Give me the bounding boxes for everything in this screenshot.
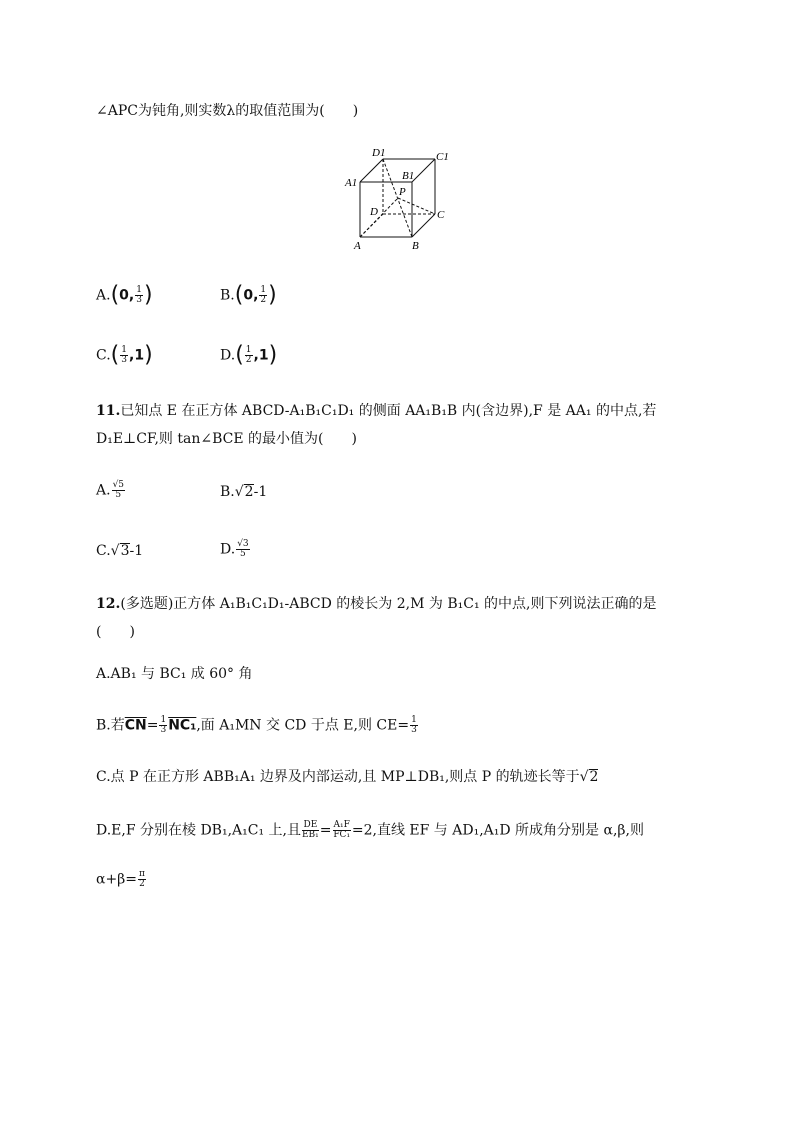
q12-line2: ( ) xyxy=(96,624,135,640)
cube-figure xyxy=(340,142,460,254)
q11-option-d: D. $\frac{√3}{5}$ xyxy=(220,539,249,559)
label-C: C xyxy=(437,209,445,221)
q12-line1: 12.(多选题)正方体 A₁B₁C₁D₁-ABCD 的棱长为 2,M 为 B₁C₁ 的中点,则下列说法正确的是 xyxy=(96,596,657,612)
q12-option-d-line2: α+β= $\frac{\pi}{2}$ xyxy=(96,869,145,889)
label-A: A xyxy=(354,240,361,252)
q11-option-c: C.√3-1 xyxy=(96,543,144,559)
q12-option-d: D.E,F 分别在棱 DB₁,A₁C₁ 上,且 $\frac{DE}{\text{EB₁}}$ = $\frac{\text{A₁F}}{\text{FC₁}}$ =2,直线 EF 与 AD₁,A₁D 所成角分别是 α,β,则 xyxy=(96,820,644,840)
label-D: D xyxy=(370,206,378,218)
label-P: P xyxy=(399,186,406,198)
q11-line2: D₁E⊥CF,则 tan∠BCE 的最小值为( ) xyxy=(96,431,357,447)
q12-option-b: B.若$\overline{CN}=$ $\frac{1}{3}$ NC₁,面 A₁MN 交 CD 于点 E,则 CE= $\frac{1}{3}$ xyxy=(96,715,417,735)
q12-option-a: A.AB₁ 与 BC₁ 成 60° 角 xyxy=(96,666,253,682)
label-B1: B1 xyxy=(402,170,415,182)
q10-option-b: B.(0, $\frac{1}{2}$ ) xyxy=(220,282,277,308)
label-C1: C1 xyxy=(436,151,449,163)
q11-line1: 11.已知点 E 在正方体 ABCD-A₁B₁C₁D₁ 的侧面 AA₁B₁B 内(含边界),F 是 AA₁ 的中点,若 xyxy=(96,403,657,419)
label-A1: A1 xyxy=(345,177,358,189)
q10-option-d: D.( $\frac{1}{2}$ ,1) xyxy=(220,342,278,368)
q10-option-a: A.(0, $\frac{1}{3}$ ) xyxy=(96,282,153,308)
q10-option-c: C.( $\frac{1}{3}$ ,1) xyxy=(96,342,153,368)
q10-stem: ∠APC为钝角,则实数λ的取值范围为( ) xyxy=(96,103,359,119)
q12-option-c: C.点 P 在正方形 ABB₁A₁ 边界及内部运动,且 MP⊥DB₁,则点 P 的轨迹长等于√2 xyxy=(96,769,599,785)
q11-option-b: B.√2-1 xyxy=(220,484,268,500)
label-D1: D1 xyxy=(372,147,386,159)
q11-option-a: A. $\frac{√5}{5}$ xyxy=(96,480,125,500)
label-B: B xyxy=(412,240,419,252)
